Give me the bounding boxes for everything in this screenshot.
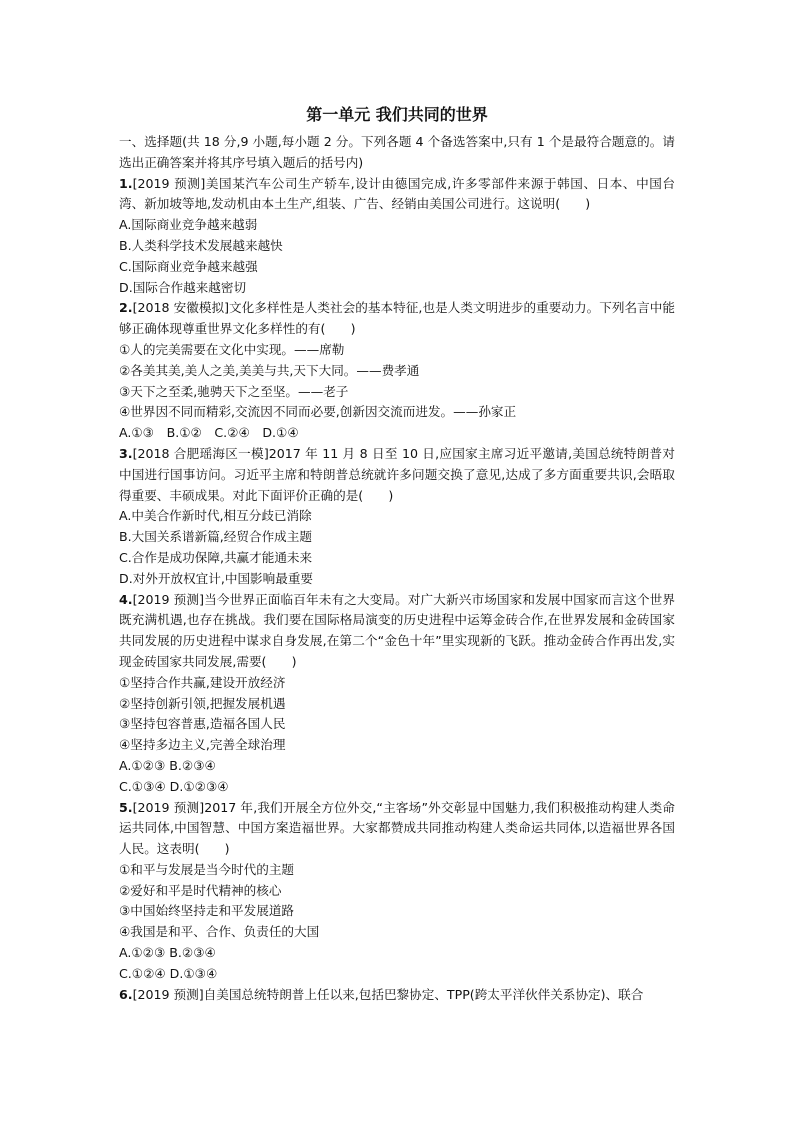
statement-item: ④世界因不同而精彩,交流因不同而必要,创新因交流而进发。——孙家正 <box>119 404 517 420</box>
statement-item: ②坚持创新引领,把握发展机遇 <box>119 695 286 711</box>
answer-option: C.国际商业竞争越来越强 <box>119 258 258 274</box>
answer-option: B.大国关系谱新篇,经贸合作成主题 <box>119 529 312 545</box>
statement-item: ①人的完美需要在文化中实现。——席勒 <box>119 341 345 357</box>
answer-option: D.对外开放权宜计,中国影响最重要 <box>119 570 314 586</box>
answer-options: A.①②③ B.②③④ <box>119 945 216 961</box>
question-number: 6. <box>119 986 133 1002</box>
question-text: [2019 预测]美国某汽车公司生产轿车,设计由德国完成,许多零部件来源于韩国、日本、中国台湾、新加坡等地,发动机由本土生产,组装、广告、经销由美国公司进行。这说明( ) <box>119 175 675 212</box>
question-stem <box>119 798 675 860</box>
answer-options: C.①③④ D.①②③④ <box>119 778 229 794</box>
statement-item: ③坚持包容普惠,造福各国人民 <box>119 716 286 732</box>
question-text: [2019 预测]2017 年,我们开展全方位外交,“主客场”外交彰显中国魅力,我们积极推动构建人类命运共同体,中国智慧、中国方案造福世界。大家都赞成共同推动构建人类命运共同体,以造福世界各国人民。这表明( ) <box>119 799 675 857</box>
question-stem <box>119 590 675 673</box>
statement-item: ②爱好和平是时代精神的核心 <box>119 882 282 898</box>
question-stem <box>119 174 675 216</box>
question-3 <box>119 444 675 590</box>
question-number: 3. <box>119 445 133 461</box>
answer-option: A.国际商业竞争越来越弱 <box>119 217 258 233</box>
answer-option: A.中美合作新时代,相互分歧已消除 <box>119 508 312 524</box>
answer-options: A.①③ B.①② C.②④ D.①④ <box>119 425 299 441</box>
question-number: 2. <box>119 300 133 316</box>
question-text: [2019 预测]当今世界正面临百年未有之大变局。对广大新兴市场国家和发展中国家而言这个世界既充满机遇,也存在挑战。我们要在国际格局演变的历史进程中运筹金砖合作,在世界发展和金砖国家共同发展的历史进程中谋求自身发展,在第二个“金色十年”里实现新的飞跃。推动金砖合作再出发,实现金砖国家共同发展,需要( ) <box>119 591 675 669</box>
question-number: 1. <box>119 175 133 191</box>
question-2 <box>119 298 675 444</box>
question-4 <box>119 590 675 798</box>
question-number: 4. <box>119 591 133 607</box>
answer-option: D.国际合作越来越密切 <box>119 279 247 295</box>
question-6 <box>119 985 675 1006</box>
question-stem <box>119 985 675 1006</box>
question-text: [2018 安徽模拟]文化多样性是人类社会的基本特征,也是人类文明进步的重要动力。下列名言中能够正确体现尊重世界文化多样性的有( ) <box>119 300 675 337</box>
question-stem <box>119 298 675 340</box>
statement-item: ④坚持多边主义,完善全球治理 <box>119 737 286 753</box>
section-instructions: 一、选择题(共 18 分,9 小题,每小题 2 分。下列各题 4 个备选答案中,只有 1 个是最符合题意的。请选出正确答案并将其序号填入题后的括号内) <box>119 134 675 170</box>
question-1 <box>119 174 675 299</box>
answer-option: B.人类科学技术发展越来越快 <box>119 237 283 253</box>
answer-options: A.①②③ B.②③④ <box>119 757 216 773</box>
answer-options: C.①②④ D.①③④ <box>119 965 218 981</box>
question-text: [2019 预测]自美国总统特朗普上任以来,包括巴黎协定、TPP(跨太平洋伙伴关系协定)、联合 <box>132 986 644 1002</box>
statement-item: ④我国是和平、合作、负责任的大国 <box>119 924 320 940</box>
document-page <box>119 104 675 1005</box>
statement-item: ②各美其美,美人之美,美美与共,天下大同。——费孝通 <box>119 362 420 378</box>
question-text: [2018 合肥瑶海区一模]2017 年 11 月 8 日至 10 日,应国家主席习近平邀请,美国总统特朗普对中国进行国事访问。习近平主席和特朗普总统就许多问题交换了意见,达成了多方面重要共识,会晤取得重要、丰硕成果。对此下面评价正确的是( ) <box>119 445 675 503</box>
statement-item: ③中国始终坚持走和平发展道路 <box>119 903 295 919</box>
statement-item: ①坚持合作共赢,建设开放经济 <box>119 674 286 690</box>
statement-item: ③天下之至柔,驰骋天下之至坚。——老子 <box>119 383 349 399</box>
question-5 <box>119 798 675 985</box>
question-stem <box>119 444 675 506</box>
page-title: 第一单元 我们共同的世界 <box>306 105 488 124</box>
question-number: 5. <box>119 799 133 815</box>
statement-item: ①和平与发展是当今时代的主题 <box>119 861 295 877</box>
answer-option: C.合作是成功保障,共赢才能通未来 <box>119 549 313 565</box>
